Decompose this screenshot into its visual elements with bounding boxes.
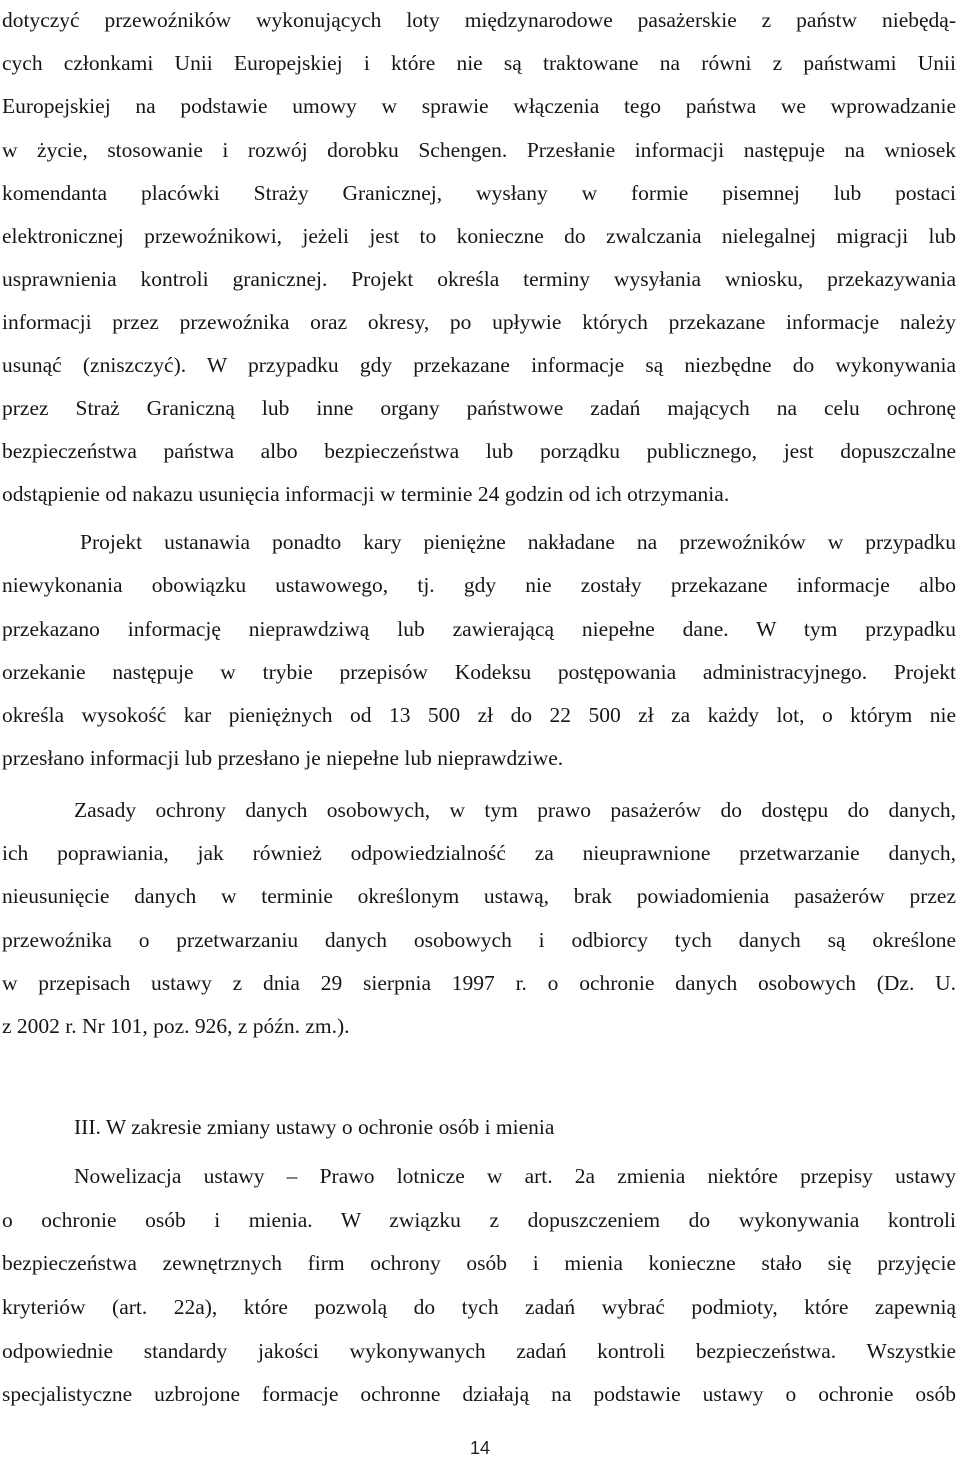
text-line: orzekanie następuje w trybie przepisów Kodeksu postępowania administracyjnego. Projekt <box>2 660 956 684</box>
text-line: cych członkami Unii Europejskiej i które nie są traktowane na równi z państwami Unii <box>2 51 956 75</box>
text-line: określa wysokość kar pieniężnych od 13 500 zł do 22 500 zł za każdy lot, o którym nie <box>2 703 956 727</box>
text-line: kryteriów (art. 22a), które pozwolą do tych zadań wybrać podmioty, które zapewnią <box>2 1295 956 1319</box>
text-line: przez Straż Graniczną lub inne organy państwowe zadań mających na celu ochronę <box>2 396 956 420</box>
text-line: niewykonania obowiązku ustawowego, tj. gdy nie zostały przekazane informacje albo <box>2 573 956 597</box>
text-line: odstąpienie od nakazu usunięcia informacji w terminie 24 godzin od ich otrzymania. <box>2 482 730 506</box>
text-line: przesłano informacji lub przesłano je niepełne lub nieprawdziwe. <box>2 746 564 770</box>
text-line: odpowiednie standardy jakości wykonywanych zadań kontroli bezpieczeństwa. Wszystkie <box>2 1339 956 1363</box>
text-line: w przepisach ustawy z dnia 29 sierpnia 1997 r. o ochronie danych osobowych (Dz. U. <box>2 971 956 995</box>
text-line: specjalistyczne uzbrojone formacje ochronne działają na podstawie ustawy o ochronie osób <box>2 1382 956 1406</box>
text-line: elektronicznej przewoźnikowi, jeżeli jest to konieczne do zwalczania nielegalnej migracji lub <box>2 224 956 248</box>
text-line: dotyczyć przewoźników wykonujących loty międzynarodowe pasażerskie z państw niebędą- <box>2 8 956 32</box>
text-line: Projekt ustanawia ponadto kary pieniężne nakładane na przewoźników w przypadku <box>80 530 956 554</box>
text-line: o ochronie osób i mienia. W związku z dopuszczeniem do wykonywania kontroli <box>2 1208 956 1232</box>
text-line: Zasady ochrony danych osobowych, w tym prawo pasażerów do dostępu do danych, <box>74 798 956 822</box>
text-line: usprawnienia kontroli granicznej. Projekt określa terminy wysyłania wniosku, przekazywania <box>2 267 956 291</box>
text-line: usunąć (zniszczyć). W przypadku gdy przekazane informacje są niezbędne do wykonywania <box>2 353 956 377</box>
section-heading: III. W zakresie zmiany ustawy o ochronie osób i mienia <box>74 1115 555 1139</box>
text-line: przewoźnika o przetwarzaniu danych osobowych i odbiorcy tych danych są określone <box>2 928 956 952</box>
text-line: z 2002 r. Nr 101, poz. 926, z późn. zm.). <box>2 1014 350 1038</box>
text-line: nieusunięcie danych w terminie określonym ustawą, brak powiadomienia pasażerów przez <box>2 884 956 908</box>
text-line: bezpieczeństwa zewnętrznych firm ochrony osób i mienia konieczne stało się przyjęcie <box>2 1251 956 1275</box>
text-line: bezpieczeństwa państwa albo bezpieczeństwa lub porządku publicznego, jest dopuszczalne <box>2 439 956 463</box>
text-line: Nowelizacja ustawy – Prawo lotnicze w art. 2a zmienia niektóre przepisy ustawy <box>74 1164 956 1188</box>
text-line: przekazano informację nieprawdziwą lub zawierającą niepełne dane. W tym przypadku <box>2 617 956 641</box>
text-line: informacji przez przewoźnika oraz okresy, po upływie których przekazane informacje należy <box>2 310 956 334</box>
page-number: 14 <box>469 1438 491 1458</box>
text-line: ich poprawiania, jak również odpowiedzialność za nieuprawnione przetwarzanie danych, <box>2 841 956 865</box>
text-line: komendanta placówki Straży Granicznej, wysłany w formie pisemnej lub postaci <box>2 181 956 205</box>
text-line: Europejskiej na podstawie umowy w sprawie włączenia tego państwa we wprowadzanie <box>2 94 956 118</box>
text-line: w życie, stosowanie i rozwój dorobku Schengen. Przesłanie informacji następuje na wniosek <box>2 138 956 162</box>
